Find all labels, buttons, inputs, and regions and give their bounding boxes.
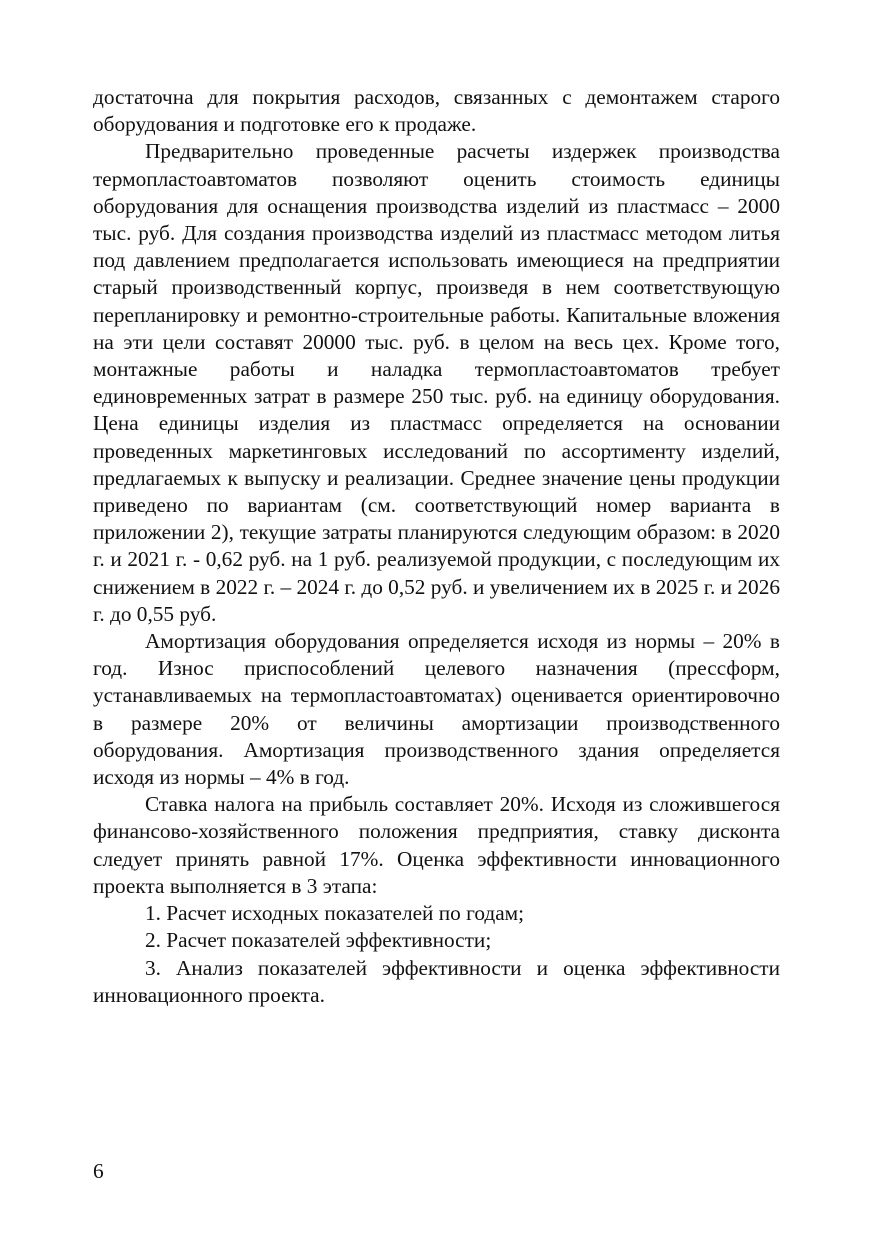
list-item-step-3: 3. Анализ показателей эффективности и оценка эффективности инновационного проекта. bbox=[93, 955, 780, 1007]
paragraph-depreciation: Амортизация оборудования определяется исходя из нормы – 20% в год. Износ приспособлений целевого назначения (прессформ, устанавливаемых на термопластоавтоматах) оценивается ориентировочно в размере 20% от величины амортизации производственного оборудования. Амортизация производственного здания определяется исходя из нормы – 4% в год. bbox=[93, 629, 780, 790]
list-item-step-2: 2. Расчет показателей эффективности; bbox=[145, 928, 492, 953]
page-number: 6 bbox=[93, 1159, 104, 1183]
paragraph-tax-rate: Ставка налога на прибыль составляет 20%. Исходя из сложившегося финансово-хозяйственного положения предприятия, ставку дисконта следует принять равной 17%. Оценка эффективности инновационного проекта выполняется в 3 этапа: bbox=[93, 792, 780, 898]
page-body bbox=[93, 84, 780, 1009]
list-item-step-1: 1. Расчет исходных показателей по годам; bbox=[145, 901, 525, 926]
paragraph-continuation: достаточна для покрытия расходов, связанных с демонтажем старого оборудования и подготовке его к продаже. bbox=[93, 85, 780, 137]
paragraph-cost-estimate: Предварительно проведенные расчеты издержек производства термопластоавтоматов позволяют оценить стоимость единицы оборудования для оснащения производства изделий из пластмасс – 2000 тыс. руб. Для создания производства изделий из пластмасс методом литья под давлением предполагается использовать имеющиеся на предприятии старый производственный корпус, произведя в нем соответствующую перепланировку и ремонтно-строительные работы. Капитальные вложения на эти цели составят 20000 тыс. руб. в целом на весь цех. Кроме того, монтажные работы и наладка термопластоавтоматов требует единовременных затрат в размере 250 тыс. руб. на единицу оборудования. Цена единицы изделия из пластмасс определяется на основании проведенных маркетинговых исследований по ассортименту изделий, предлагаемых к выпуску и реализации. Среднее значение цены продукции приведено по вариантам (см. соответствующий номер варианта в приложении 2), текущие затраты планируются следующим образом: в 2020 г. и 2021 г. - 0,62 руб. на 1 руб. реализуемой продукции, с последующим их снижением в 2022 г. – 2024 г. до 0,52 руб. и увеличением их в 2025 г. и 2026 г. до 0,55 руб. bbox=[93, 139, 780, 626]
